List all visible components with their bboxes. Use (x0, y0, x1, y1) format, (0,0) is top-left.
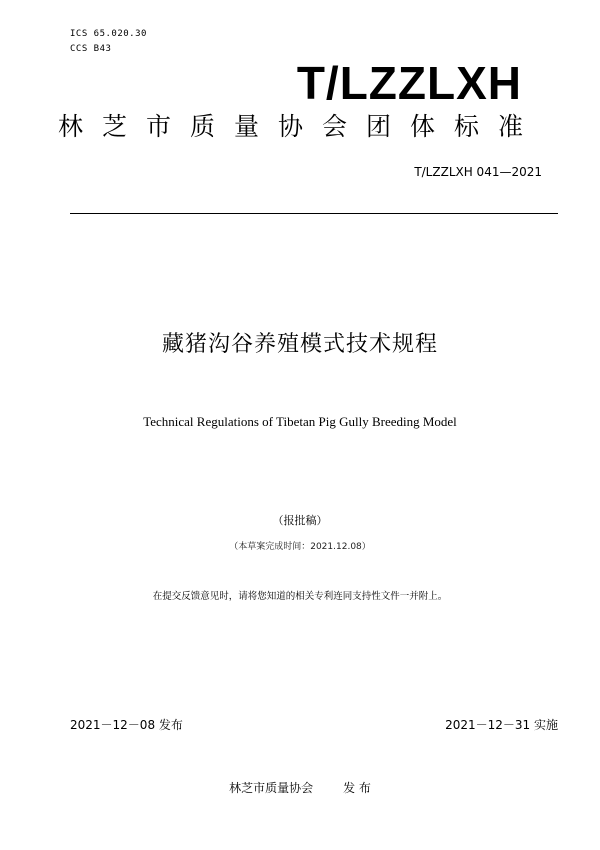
implement-date: 2021－12－31 实施 (445, 718, 558, 732)
header-divider (70, 213, 558, 214)
standard-number: T/LZZLXH 041—2021 (414, 165, 542, 179)
patent-notice: 在提交反馈意见时，请将您知道的相关专利连同支持性文件一并附上。 (152, 591, 448, 602)
publisher-name: 林芝市质量协会 (229, 781, 314, 795)
publish-word: 发 布 (343, 781, 371, 795)
ics-code: ICS 65.020.30 (70, 29, 147, 39)
ccs-code: CCS B43 (70, 44, 112, 54)
publisher-line (0, 779, 600, 796)
standard-code-logo: T/LZZLXH (296, 57, 522, 109)
document-title-cn: 藏猪沟谷养殖模式技术规程 (161, 332, 438, 357)
draft-completion-date: （本草案完成时间：2021.12.08） (229, 542, 371, 552)
publish-date: 2021－12－08 发布 (70, 718, 183, 732)
draft-label: （报批稿） (272, 514, 328, 527)
document-title-en: Technical Regulations of Tibetan Pig Gully Breeding Model (143, 414, 457, 429)
organization-standard-title: 林芝市质量协会团体标准 (57, 112, 542, 141)
